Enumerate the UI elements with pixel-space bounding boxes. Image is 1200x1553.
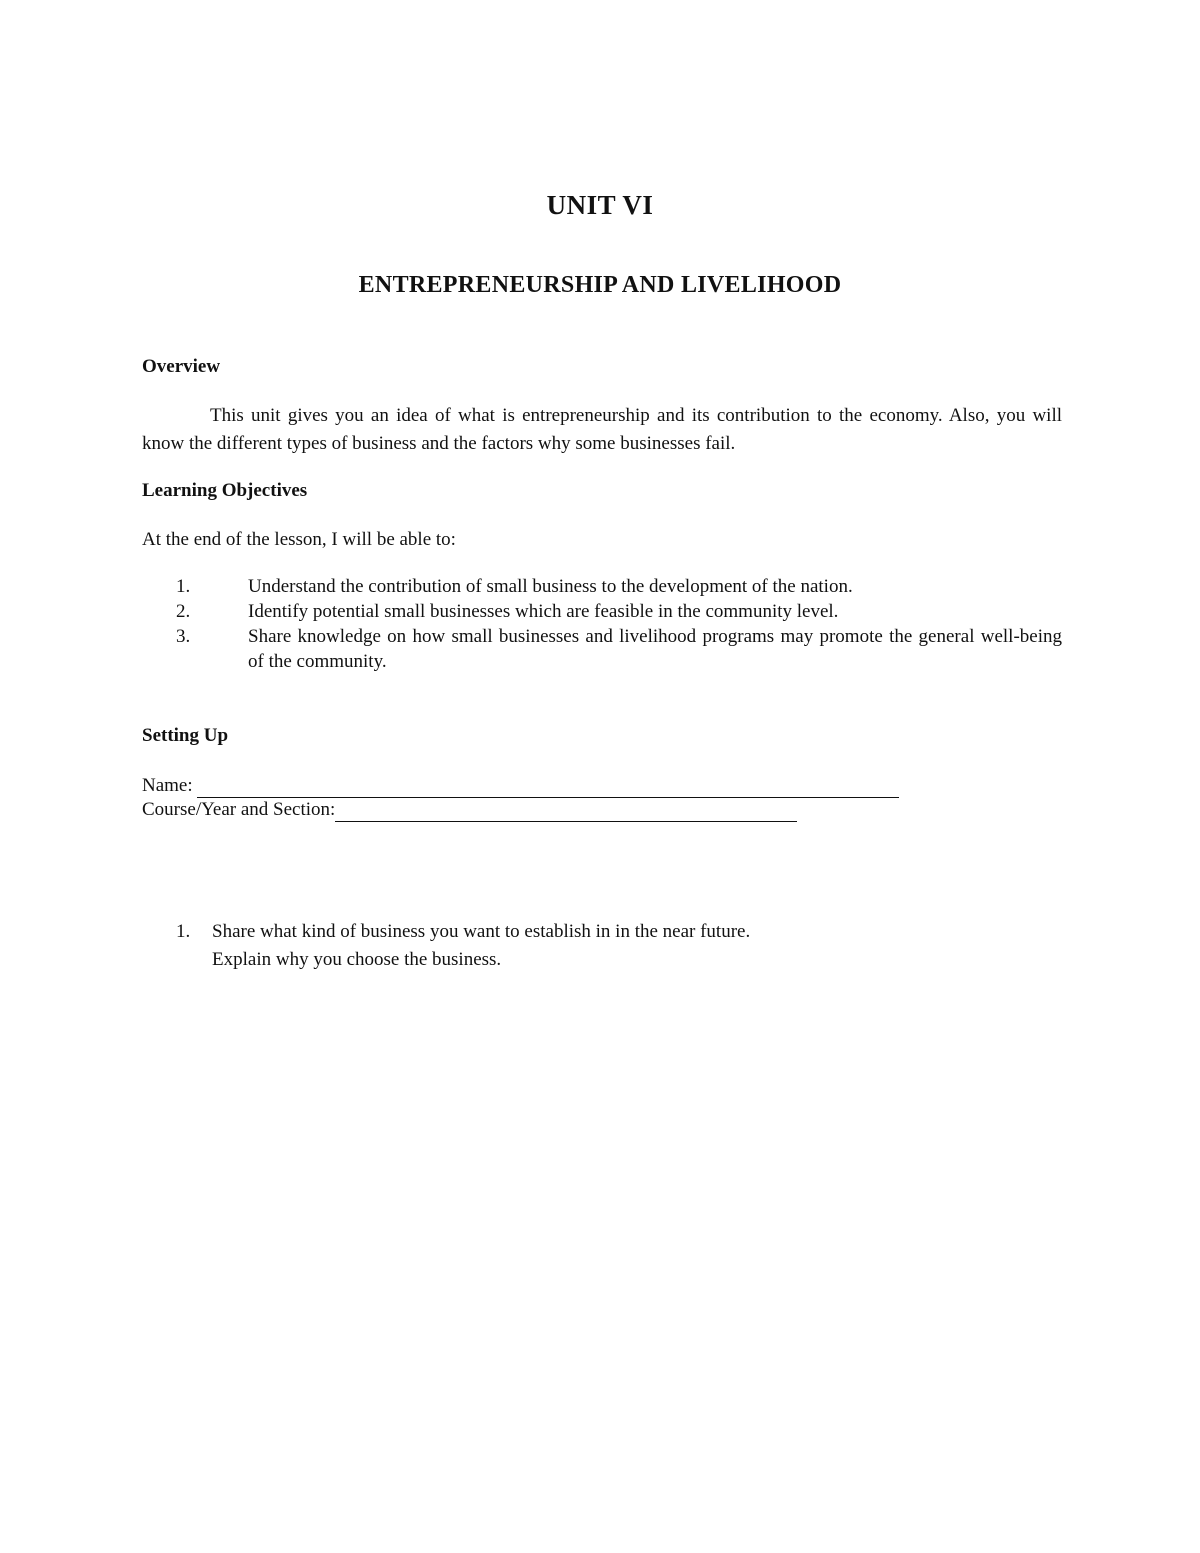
unit-title: UNIT VI (546, 190, 654, 220)
list-item-number: 1. (176, 921, 191, 942)
overview-heading: Overview (142, 356, 221, 377)
setting-up-questions (176, 918, 750, 974)
course-section-field[interactable] (335, 803, 797, 822)
list-item (142, 574, 1062, 599)
question-line-1: Share what kind of business you want to establish in in the near future. (212, 921, 751, 942)
overview-paragraph (142, 402, 1062, 458)
list-item-number: 3. (176, 626, 191, 647)
list-item-number: 1. (176, 576, 191, 597)
objectives-list (142, 574, 1062, 674)
name-label: Name: (142, 775, 193, 796)
list-item-number: 2. (176, 601, 191, 622)
course-field-row (142, 798, 797, 822)
name-field-row (142, 774, 899, 798)
objectives-intro: At the end of the lesson, I will be able to: (142, 529, 456, 550)
list-item-text: Understand the contribution of small business to the development of the nation. (248, 576, 853, 597)
setting-up-heading: Setting Up (142, 725, 229, 746)
list-item-text: Share knowledge on how small businesses and livelihood programs may promote the general well-being of the community. (248, 626, 1062, 672)
overview-text: This unit gives you an idea of what is entrepreneurship and its contribution to the economy. Also, you will know the different types of business and the factors why some businesses fail. (142, 405, 1062, 454)
name-field[interactable] (197, 779, 899, 798)
list-item-text (212, 918, 750, 974)
list-item (142, 624, 1062, 674)
unit-subtitle: ENTREPRENEURSHIP AND LIVELIHOOD (358, 272, 842, 298)
learning-objectives-heading: Learning Objectives (142, 480, 308, 501)
course-label: Course/Year and Section: (142, 799, 336, 820)
question-line-2: Explain why you choose the business. (212, 949, 502, 970)
list-item (142, 599, 1062, 624)
list-item-text: Identify potential small businesses which are feasible in the community level. (248, 601, 839, 622)
list-item (176, 918, 750, 974)
